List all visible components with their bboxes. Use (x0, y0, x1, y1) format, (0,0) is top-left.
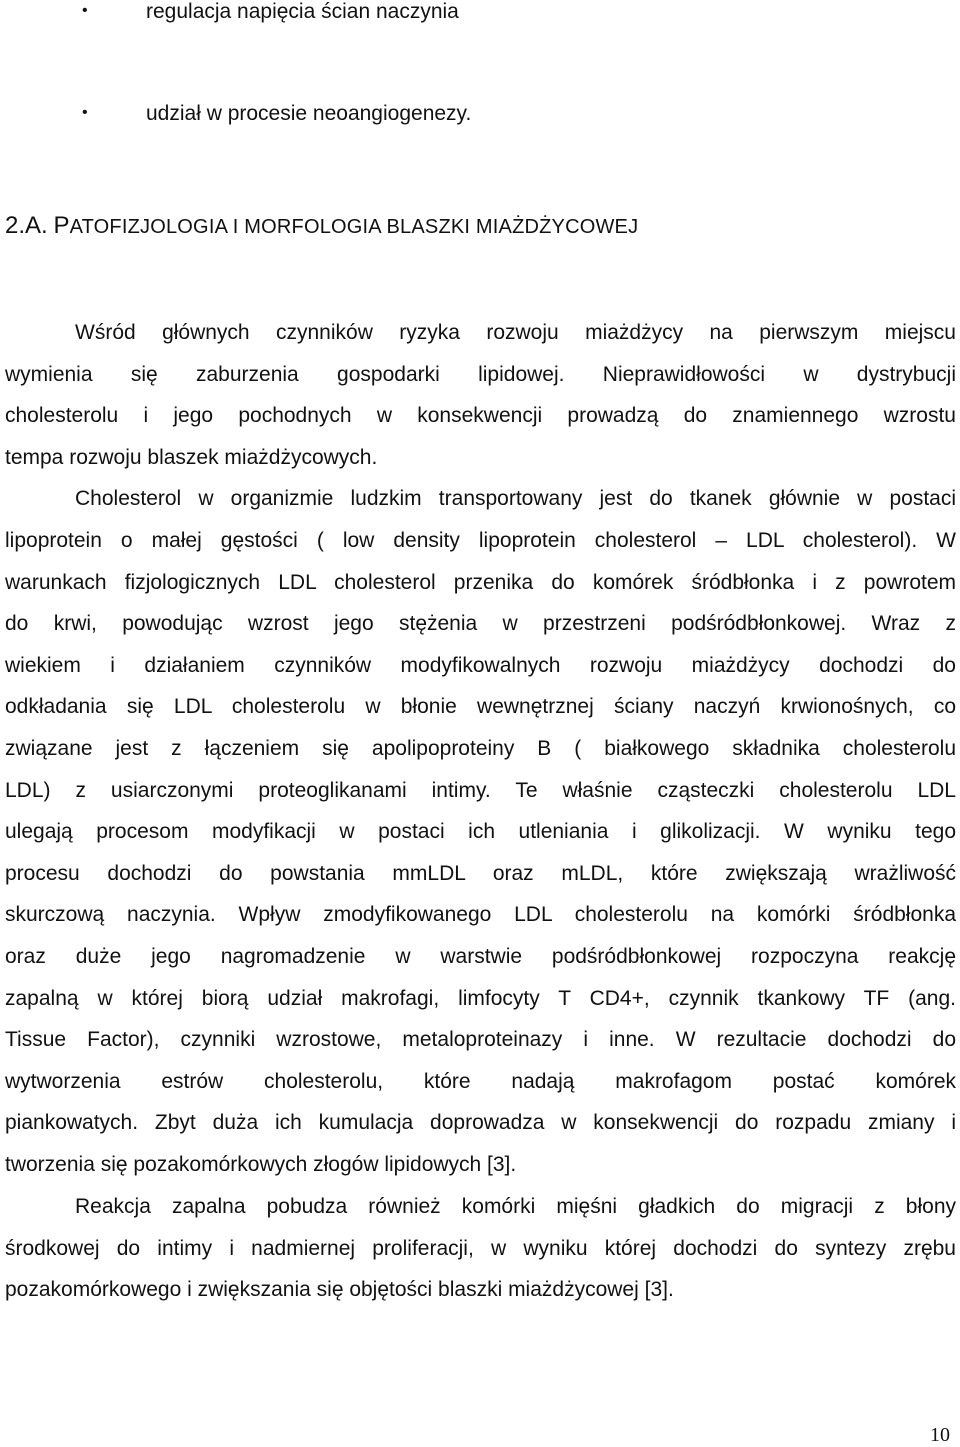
list-item (0, 102, 960, 132)
text-line: warunkach fizjologicznych LDL cholesterol przenika do komórek śródbłonka i z powrotem (5, 570, 956, 594)
page-number: 10 (930, 1424, 950, 1446)
text-line: tworzenia się pozakomórkowych złogów lipidowych [3]. (5, 1152, 517, 1176)
section-heading (5, 212, 638, 240)
text-line: ulegają procesom modyfikacji w postaci ich utleniania i glikolizacji. W wyniku tego (5, 820, 956, 844)
bullet-icon: • (82, 2, 88, 19)
section-title-initial: P (53, 212, 70, 239)
text-line: wymienia się zaburzenia gospodarki lipidowej. Nieprawidłowości w dystrybucji (5, 362, 956, 386)
text-line: skurczową naczynia. Wpływ zmodyfikowanego LDL cholesterolu na komórki śródbłonka (5, 903, 956, 927)
text-line: piankowatych. Zbyt duża ich kumulacja doprowadza w konsekwencji do rozpadu zmiany i (5, 1111, 956, 1135)
list-item-text: udział w procesie neoangiogenezy. (146, 102, 472, 125)
text-line: związane jest z łączeniem się apolipoproteiny B ( białkowego składnika cholesterolu (5, 736, 956, 760)
section-number: 2.A. (5, 212, 48, 239)
list-item-text: regulacja napięcia ścian naczynia (146, 0, 459, 23)
text-line: oraz duże jego nagromadzenie w warstwie podśródbłonkowej rozpoczyna reakcję (5, 944, 956, 968)
text-line: procesu dochodzi do powstania mmLDL oraz mLDL, które zwiększają wrażliwość (5, 861, 956, 885)
list-item (0, 0, 960, 30)
text-line: Tissue Factor), czynniki wzrostowe, metaloproteinazy i inne. W rezultacie dochodzi do (5, 1028, 956, 1052)
text-line: do krwi, powodując wzrost jego stężenia w przestrzeni podśródbłonkowej. Wraz z (5, 612, 956, 636)
text-line: tempa rozwoju blaszek miażdżycowych. (5, 445, 378, 469)
text-line: pozakomórkowego i zwiększania się objętości blaszki miażdżycowej [3]. (5, 1278, 674, 1302)
text-line: Wśród głównych czynników ryzyka rozwoju miażdżycy na pierwszym miejscu (75, 321, 956, 344)
text-line: środkowej do intimy i nadmiernej proliferacji, w wyniku której dochodzi do syntezy zrębu (5, 1236, 956, 1260)
text-line: Reakcja zapalna pobudza również komórki mięśni gładkich do migracji z błony (75, 1195, 956, 1218)
text-line: wytworzenia estrów cholesterolu, które nadają makrofagom postać komórek (5, 1069, 956, 1093)
paragraph-1 (5, 312, 956, 1185)
text-line: lipoprotein o małej gęstości ( low density lipoprotein cholesterol – LDL cholesterol). W (5, 528, 956, 552)
text-line: LDL) z usiarczonymi proteoglikanami intimy. Te właśnie cząsteczki cholesterolu LDL (5, 778, 956, 802)
section-title-rest: ATOFIZJOLOGIA I MORFOLOGIA BLASZKI MIAŻDŻYCOWEJ (69, 216, 639, 238)
paragraph-2 (5, 1186, 956, 1311)
text-line: odkładania się LDL cholesterolu w błonie wewnętrznej ściany naczyń krwionośnych, co (5, 695, 956, 719)
text-line: Cholesterol w organizmie ludzkim transportowany jest do tkanek głównie w postaci (75, 487, 956, 511)
text-line: zapalną w której biorą udział makrofagi, limfocyty T CD4+, czynnik tkankowy TF (ang. (5, 986, 956, 1010)
text-line: cholesterolu i jego pochodnych w konsekwencji prowadzą do znamiennego wzrostu (5, 404, 956, 428)
text-line: wiekiem i działaniem czynników modyfikowalnych rozwoju miażdżycy dochodzi do (5, 653, 956, 677)
bullet-icon: • (82, 104, 88, 121)
